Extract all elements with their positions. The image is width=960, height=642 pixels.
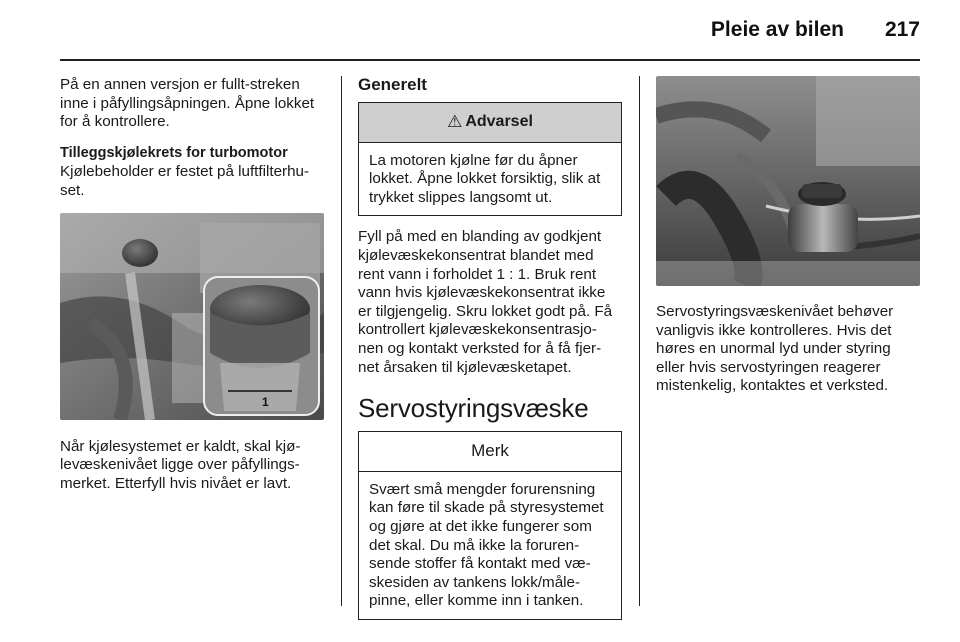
note-header (359, 432, 621, 472)
general-heading: Generelt (358, 75, 427, 94)
turbo-paragraph: Kjølebeholder er festet på luftfilterhu-set. (60, 163, 310, 199)
coolant-reservoir-illustration (60, 213, 324, 420)
column-divider-1 (341, 76, 342, 606)
turbo-heading: Tilleggskjølekrets for turbomotor (60, 144, 288, 161)
cold-system-paragraph: Når kjølesystemet er kaldt, skal kjø-levæskenivået ligge over påfyllings-merket. Etterfyll hvis nivået er lavt. (60, 437, 301, 492)
warning-text: La motoren kjølne før du åpner lokket. Åpne lokket forsiktig, slik at trykket slippes langsomt ut. (369, 151, 601, 206)
warning-header (359, 103, 621, 143)
note-box (358, 431, 622, 620)
column-divider-2 (639, 76, 640, 606)
page-title: Pleie av bilen (710, 18, 844, 41)
page-header (0, 0, 960, 60)
coolant-mix-paragraph: Fyll på med en blanding av godkjent kjølevæskekonsentrat blandet med rent vann i forholdet 1 : 1. Bruk rent vann hvis kjølevæskekonsentrat ikke er tilgjengelig. Skru lokket godt på. Få kontrollert kjølevæskekonsentrasjo-nen og kontakt verksted for å få fjer-net årsaken til kjølevæsketapet. (358, 228, 613, 376)
note-text: Svært små mengder forurensning kan føre til skade på styresystemet og gjøre at det ikke fungerer som det skal. Du må ikke la foruren-sende stoffer få kontakt med væ-skesiden av tankens lokk/måle-pinne, eller komme inn i tanken. (369, 480, 604, 610)
coolant-reservoir-photo (60, 213, 324, 420)
servo-level-paragraph: Servostyringsvæskenivået behøver vanligvis ikke kontrolleres. Hvis det høres en unormal lyd under styring eller hvis servostyringen reagerer mistenkelig, kontaktes et verksted. (656, 303, 894, 395)
note-title: Merk (471, 440, 509, 460)
servo-reservoir-photo (656, 76, 920, 286)
column-left (60, 76, 324, 493)
column-middle (358, 76, 622, 620)
fill-mark-label: 1 (262, 394, 269, 409)
warning-box (358, 102, 622, 217)
header-divider (60, 59, 920, 61)
page-number: 217 (884, 18, 920, 41)
column-right (656, 76, 920, 396)
servo-fluid-heading: Servostyringsvæske (358, 393, 589, 424)
warning-triangle-icon: ⚠ (447, 111, 463, 131)
intro-paragraph: På en annen versjon er fullt-streken inne i påfyllingsåpningen. Åpne lokket for å kontrollere. (60, 76, 315, 131)
warning-title: Advarsel (465, 112, 533, 130)
servo-reservoir-illustration (656, 76, 920, 286)
